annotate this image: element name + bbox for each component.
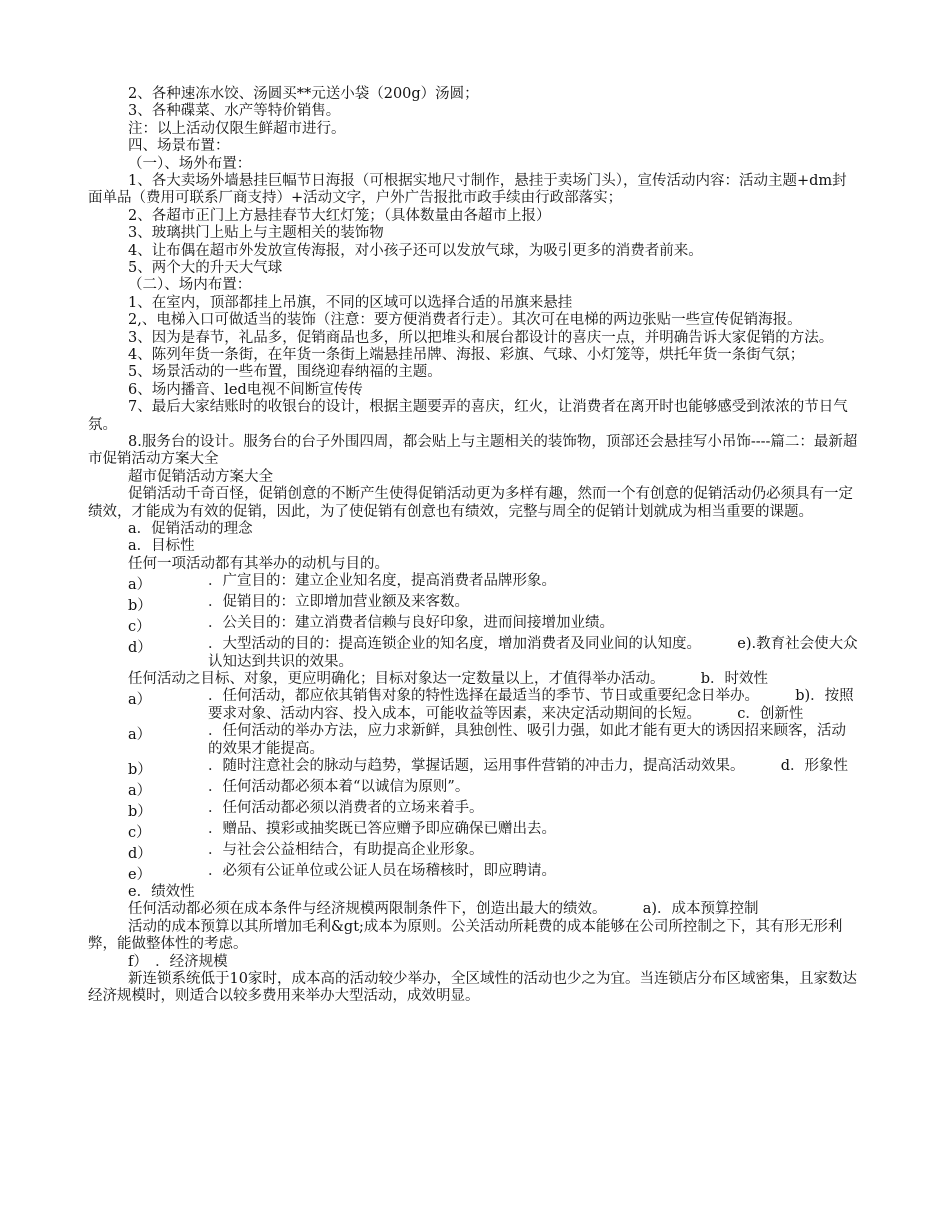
list-label: b）	[128, 761, 152, 778]
text-line: 6、场内播音、led电视不间断宣传传	[128, 381, 363, 398]
list-label: d）	[128, 640, 152, 657]
text-line: 5、两个大的升天大气球	[128, 259, 283, 276]
list-text: ．任何活动都必须以消费者的立场来着手。	[208, 799, 484, 816]
text-line: 1、在室内，顶部都挂上吊旗，不同的区域可以选择合适的吊旗来悬挂	[128, 294, 573, 311]
list-label: b）	[128, 803, 152, 820]
list-item	[88, 800, 858, 821]
list-item	[88, 758, 858, 779]
list-label: a）	[128, 692, 152, 709]
list-text: ．必须有公证单位或公证人员在场稽核时，即应聘请。	[208, 862, 556, 879]
text-line: 2、各超市正门上方悬挂春节大红灯笼；（具体数量由各超市上报）	[128, 207, 551, 224]
paragraph: 1、各大卖场外墙悬挂巨幅节日海报（可根据实地尺寸制作，悬挂于卖场门头），宣传活动内容：活动主题+dm封面单品（费用可联系厂商支持）+活动文字，户外广告报批市政手续由行政部落实；	[88, 172, 847, 207]
text-line: 5、场景活动的一些布置，围绕迎春纳福的主题。	[128, 364, 442, 381]
list-item	[88, 636, 858, 671]
list-item	[88, 863, 858, 884]
list-text: ．任何活动，都应依其销售对象的特性选择在最适当的季节、节日或重要纪念日举办。 b)．按照要求对象、活动内容、投入成本，可能收益等因素，来决定活动期间的长短。 c．创新性	[208, 688, 854, 722]
list-text: ．公关目的：建立消费者信赖与良好印象，进而间接增加业绩。	[208, 615, 614, 632]
list-item	[88, 779, 858, 800]
list-text: ．任何活动都必须本着“以诚信为原则”。	[208, 778, 470, 795]
paragraph: 新连锁系统低于10家时，成本高的活动较少举办，全区域性的活动也少之为宜。当连锁店分布区域密集，且家数达经济规模时，则适合以较多费用来举办大型活动，成效明显。	[88, 970, 857, 1005]
text-line: e．绩效性	[128, 883, 195, 900]
text-line: a．目标性	[128, 538, 195, 555]
list-label: a）	[128, 577, 152, 594]
paragraph: 促销活动千奇百怪，促销创意的不断产生使得促销活动更为多样有趣，然而一个有创意的促销活动仍必须具有一定绩效，才能成为有效的促销，因此，为了使促销有创意也有绩效，完整与周全的促销计划就成为相当重要的课题。	[88, 486, 853, 520]
list-item	[88, 594, 858, 615]
text-line: 任何活动之目标、对象，更应明确化；目标对象达一定数量以上，才值得举办活动。 b．时效性	[128, 670, 769, 687]
list-text: ．赠品、摸彩或抽奖既已答应赠予即应确保已赠出去。	[208, 820, 556, 837]
text-line: 4、让布偶在超市外发放宣传海报，对小孩子还可以发放气球，为吸引更多的消费者前来。	[128, 242, 703, 259]
list-item	[88, 573, 858, 594]
paragraph: 2,、电梯入口可做适当的装饰（注意：要方便消费者行走）。其次可在电梯的两边张贴一些宣传促销海报。	[128, 312, 802, 329]
list-item	[88, 821, 858, 842]
list-label: d）	[128, 845, 152, 862]
text-line: 3、各种碟菜、水产等特价销售。	[128, 103, 341, 120]
list-label: a）	[128, 727, 152, 744]
list-label: c）	[128, 619, 151, 636]
list-text: ．任何活动的举办方法，应力求新鲜，具独创性、吸引力强，如此才能有更大的诱因招来顾客，活动的效果才能提高。	[208, 723, 846, 757]
document-body	[88, 86, 858, 1006]
list-item	[88, 842, 858, 863]
paragraph: 4、陈列年货一条街，在年货一条街上端悬挂吊牌、海报、彩旗、气球、小灯笼等，烘托年货一条街气氛；	[128, 346, 805, 363]
text-line: 注：以上活动仅限生鲜超市进行。	[128, 120, 346, 137]
section-heading: 四、场景布置：	[128, 138, 230, 155]
list-item	[88, 688, 858, 723]
list-text: ．广宣目的：建立企业知名度，提高消费者品牌形象。	[208, 573, 556, 590]
list-label: b）	[128, 598, 152, 615]
paragraph: 活动的成本预算以其所增加毛利&gt;成本为原则。公关活动所耗费的成本能够在公司所控制之下，其有形无形利弊，能做整体性的考虑。	[88, 918, 843, 953]
list-text: ．促销目的：立即增加营业额及来客数。	[208, 594, 469, 611]
paragraph: 7、最后大家结账时的收银台的设计，根据主题要弄的喜庆，红火，让消费者在离开时也能够感受到浓浓的节日气氛。	[88, 399, 848, 433]
list-label: c）	[128, 824, 151, 841]
text-line: 任何一项活动都有其举办的动机与目的。	[128, 555, 389, 572]
document-title: 超市促销活动方案大全	[128, 468, 273, 485]
list-text: ．随时注意社会的脉动与趋势，掌握话题，运用事件营销的冲击力，提高活动效果。 d．形象性	[208, 757, 849, 774]
paragraph: 3、因为是春节，礼品多，促销商品也多，所以把堆头和展台都设计的喜庆一点，并明确告诉大家促销的方法。	[128, 329, 834, 346]
subsection-heading: （二）、场内布置：	[128, 277, 252, 294]
list-text: ．大型活动的目的：提高连锁企业的知名度，增加消费者及同业间的认知度。 e).教育社会使大众认知达到共识的效果。	[208, 636, 858, 670]
list-item	[88, 615, 858, 636]
list-item	[88, 723, 858, 758]
text-line: 2、各种速冻水饺、汤圆买**元送小袋（200g）汤圆；	[128, 86, 479, 102]
text-line: f） ．经济规模	[128, 953, 228, 970]
subsection-heading: （一）、场外布置：	[128, 155, 252, 172]
list-text: ．与社会公益相结合，有助提高企业形象。	[208, 841, 484, 858]
text-line: a．促销活动的理念	[128, 520, 253, 537]
list-label: e）	[128, 866, 152, 883]
paragraph: 8.服务台的设计。服务台的台子外围四周，都会贴上与主题相关的装饰物，顶部还会悬挂写小吊饰----篇二：最新超市促销活动方案大全	[88, 433, 858, 468]
list-label: a）	[128, 782, 152, 799]
text-line: 任何活动都必须在成本条件与经济规模两限制条件下，创造出最大的绩效。 a)．成本预算控制	[128, 901, 759, 918]
text-line: 3、玻璃拱门上贴上与主题相关的装饰物	[128, 225, 384, 242]
